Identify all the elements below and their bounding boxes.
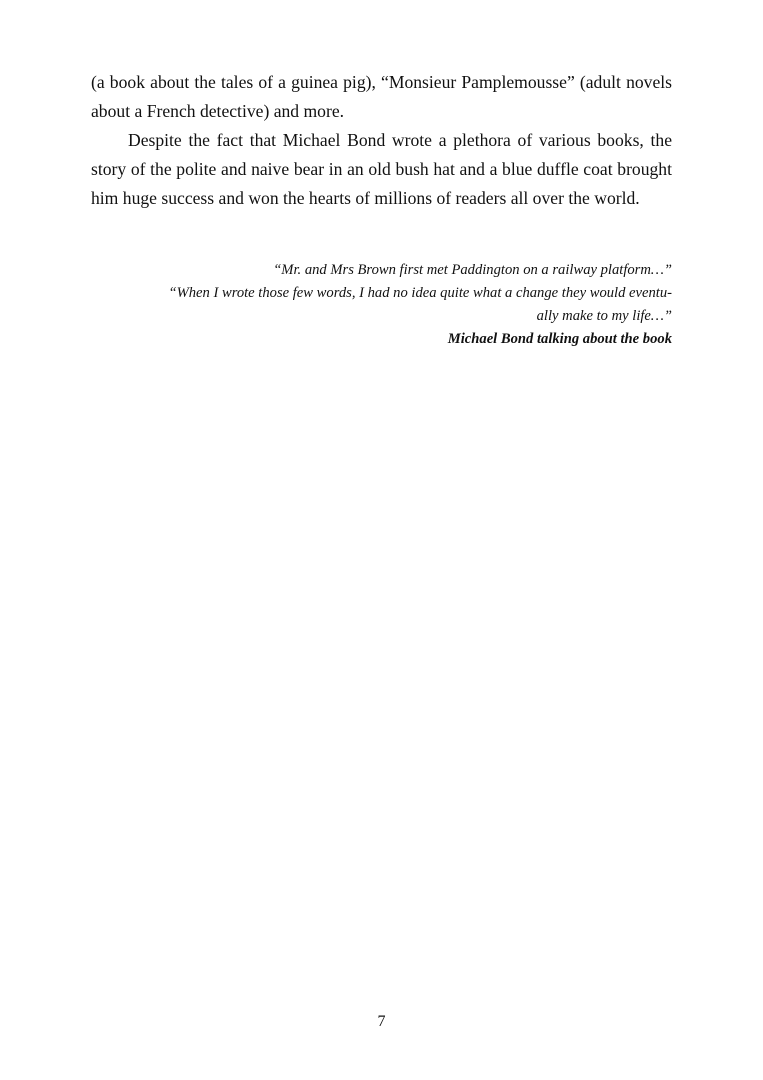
- paragraph-continuation: (a book about the tales of a guinea pig), “Monsieur Pamplemousse” (adult novels about a French detective) and more.: [91, 72, 672, 121]
- epigraph-quote: [91, 259, 672, 351]
- page-number: 7: [377, 1013, 386, 1030]
- body-text: [91, 68, 672, 213]
- epigraph-attribution: Michael Bond talking about the book: [447, 331, 672, 347]
- epigraph-line-1: “Mr. and Mrs Brown first met Paddington on a railway platform…”: [273, 262, 672, 278]
- paragraph-main: Despite the fact that Michael Bond wrote a plethora of various books, the story of the polite and naive bear in an old bush hat and a blue duffle coat brought him huge success and won the hearts of millions of readers all over the world.: [91, 130, 672, 208]
- epigraph-line-3: ally make to my life…”: [536, 308, 672, 324]
- epigraph-line-2: “When I wrote those few words, I had no idea quite what a change they would eventu-: [168, 285, 672, 301]
